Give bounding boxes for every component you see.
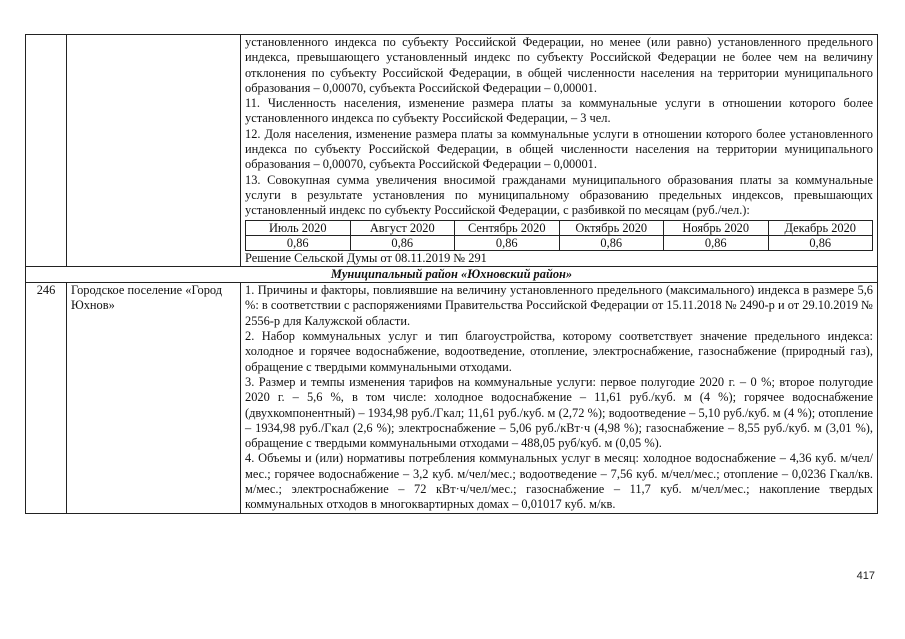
paragraph: 12. Доля населения, изменение размера платы за коммунальные услуги в отношении которого более установленного индекса по субъекту Российской Федерации, в общей численности населения на территории муниципального образования – 0,00070, субъекта Российской Федерации – 0,00001. xyxy=(245,126,873,172)
section-header-row xyxy=(26,266,878,282)
month-value: 0,86 xyxy=(768,235,873,250)
month-value: 0,86 xyxy=(350,235,455,250)
paragraph: 11. Численность населения, изменение размера платы за коммунальные услуги в отношении которого более установленного индекса по субъекту Российской Федерации, – 3 чел. xyxy=(245,96,873,126)
section-title: Муниципальный район «Юхновский район» xyxy=(26,266,878,282)
month-header: Июль 2020 xyxy=(246,220,351,235)
month-value: 0,86 xyxy=(455,235,560,250)
month-header: Сентябрь 2020 xyxy=(455,220,560,235)
month-header: Ноябрь 2020 xyxy=(664,220,769,235)
month-header: Август 2020 xyxy=(350,220,455,235)
details-cell xyxy=(241,35,878,267)
decision-reference: Решение Сельской Думы от 08.11.2019 № 291 xyxy=(245,250,487,265)
paragraph: 1. Причины и факторы, повлиявшие на величину установленного предельного (максимального) индекса в размере 5,6 %: в соответствии с распоряжениями Правительства Российской Федерации от 15.11.2018 № 2490-р и от 29.10.2019 № 2556-р для Калужской области. xyxy=(245,283,873,328)
month-value: 0,86 xyxy=(559,235,664,250)
indices-table xyxy=(25,34,878,514)
months-header-row xyxy=(246,220,873,235)
month-header: Декабрь 2020 xyxy=(768,220,873,235)
municipality-cell xyxy=(67,35,241,267)
table-row xyxy=(26,283,878,513)
row-number-cell xyxy=(26,35,67,267)
page-number: 417 xyxy=(856,570,875,582)
paragraph: 13. Совокупная сумма увеличения вносимой гражданами муниципального образования платы за коммунальные услуги в результате установления по муниципальному образованию предельных индексов, превышающих установленный индекс по субъекту Российской Федерации, с разбивкой по месяцам (руб./чел.): xyxy=(245,172,873,218)
months-values-row xyxy=(246,235,873,250)
monthly-increase-table xyxy=(245,220,873,251)
municipality-name: Городское поселение «Город Юхнов» xyxy=(67,283,241,513)
details-cell xyxy=(241,283,878,513)
paragraph: 4. Объемы и (или) нормативы потребления коммунальных услуг в месяц: холодное водоснабжение – 4,36 куб. м/чел/мес.; горячее водоснабжение – 3,2 куб. м/чел/мес.; водоотведение – 7,56 куб. м/чел/мес.; отопление – 0,0236 Гкал/кв. м/мес.; электроснабжение – 72 кВт·ч/чел/мес.; газоснабжение – 11,7 куб. м/чел/мес.; накопление твердых коммунальных отходов в многоквартирных домах – 0,01017 куб. м/кв. xyxy=(245,451,873,512)
row-number: 246 xyxy=(26,283,67,513)
paragraph: 3. Размер и темпы изменения тарифов на коммунальные услуги: первое полугодие 2020 г. – 0 %; второе полугодие 2020 г. – 5,6 %, в том числе: холодное водоснабжение – 11,61 руб./куб. м (4 %); горячее водоснабжение (двухкомпонентный) – 1934,98 руб./Гкал; 11,61 руб./куб. м (2,72 %); водоотведение – 5,10 руб./куб. м (4 %); отопление – 1934,98 руб./Гкал (2,6 %); электроснабжение – 5,06 руб./кВт·ч (4,98 %); газоснабжение – 8,55 руб./куб. м (3,01 %), обращение с твердыми коммунальными отходами – 488,05 руб/куб. м (0,05 %). xyxy=(245,374,873,451)
table-row xyxy=(26,35,878,267)
month-value: 0,86 xyxy=(246,235,351,250)
paragraph: 2. Набор коммунальных услуг и тип благоустройства, которому соответствует значение предельного индекса: холодное и горячее водоснабжение, водоотведение, отопление, электроснабжение, газоснабжение (природный газ), обращение с твердыми коммунальными отходами. xyxy=(245,329,873,374)
month-value: 0,86 xyxy=(664,235,769,250)
month-header: Октябрь 2020 xyxy=(559,220,664,235)
paragraph: установленного индекса по субъекту Российской Федерации, но менее (или равно) установленного предельного индекса, превышающего установленный индекс по субъекту Российской Федерации не более чем на величину отклонения по субъекту Российской Федерации, в общей численности населения на территории муниципального образования – 0,00070, субъекта Российской Федерации – 0,00001. xyxy=(245,35,873,95)
